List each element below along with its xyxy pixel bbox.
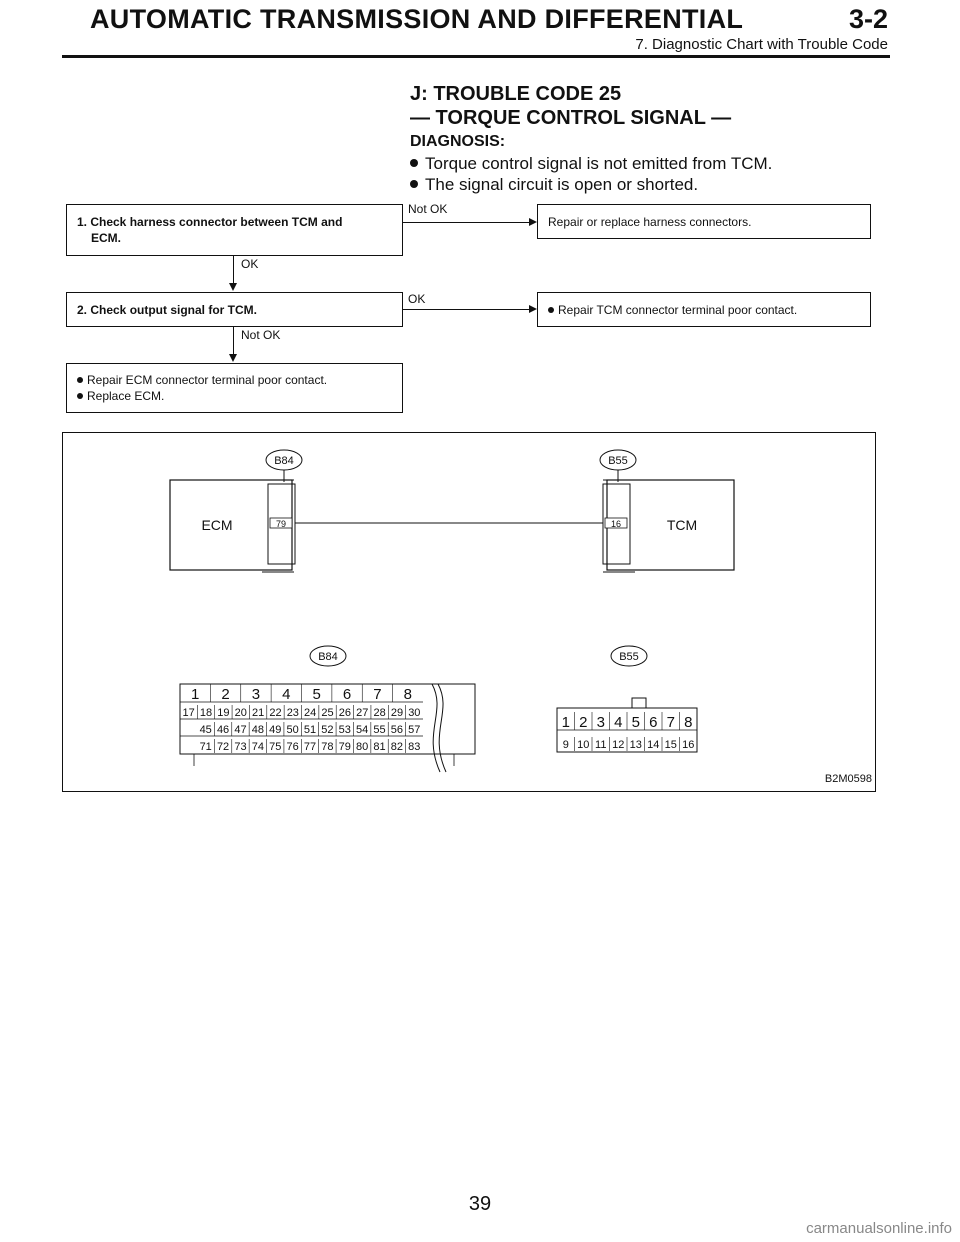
- pin-label: 72: [216, 741, 230, 753]
- header-title: AUTOMATIC TRANSMISSION AND DIFFERENTIAL: [90, 4, 744, 34]
- step2-yes-action-box: [537, 292, 871, 327]
- step1-no-action-box: [537, 204, 871, 239]
- step1-line1: 1. Check harness connector between TCM and: [77, 215, 343, 229]
- pin-label: 12: [612, 739, 625, 751]
- pin-label: 26: [338, 707, 352, 719]
- bullet-dot: [548, 307, 554, 313]
- arrow-down-icon: [229, 283, 237, 291]
- step1-yes-connector: [233, 256, 234, 283]
- step2-yes-action-text: Repair TCM connector terminal poor contact.: [558, 303, 798, 317]
- b84-pin-grid: [183, 684, 421, 753]
- pin-label: 57: [408, 724, 421, 736]
- pin-label: 79: [338, 741, 351, 753]
- bullet-dot: [410, 159, 418, 167]
- step1-no-action-text: Repair or replace harness connectors.: [548, 215, 752, 229]
- pin-label: 4: [282, 686, 291, 703]
- pin-label: 75: [269, 741, 282, 753]
- pin-label: 20: [234, 707, 247, 719]
- connector-b55-bottom-text: B55: [619, 651, 639, 663]
- pin-label: 5: [312, 686, 321, 703]
- pin-label: 8: [684, 714, 693, 731]
- bullet-dot: [410, 180, 418, 188]
- pin-label: 54: [356, 724, 369, 736]
- pin-label: 23: [286, 707, 299, 719]
- arrow-right-icon: [529, 305, 537, 313]
- pin-label: 77: [303, 741, 317, 753]
- diagnosis-bullet-text: The signal circuit is open or shorted.: [425, 175, 699, 194]
- pin-label: 45: [199, 724, 212, 736]
- pin-label: 50: [286, 724, 299, 736]
- header-subtitle: 7. Diagnostic Chart with Trouble Code: [635, 36, 888, 53]
- pin-label: 47: [234, 724, 247, 736]
- b55-pin-grid: [562, 712, 695, 751]
- pin-label: 18: [199, 707, 213, 719]
- step2-box: [66, 292, 403, 327]
- step1-box: [66, 204, 403, 256]
- pin-label: 56: [390, 724, 404, 736]
- pin-label: 19: [217, 707, 230, 719]
- step2-no-label: Not OK: [241, 328, 281, 342]
- section-title-line2: — TORQUE CONTROL SIGNAL —: [410, 107, 732, 129]
- pin-label: 52: [321, 724, 334, 736]
- pin-label: 7: [373, 686, 382, 703]
- pin-label: 76: [286, 741, 299, 753]
- pin-label: 24: [304, 707, 317, 719]
- diagnosis-bullet-1: [410, 153, 772, 174]
- header-section-number: 3-2: [848, 4, 888, 34]
- connector-label-b84-top: [266, 450, 302, 482]
- connector-b84-bottom-text: B84: [318, 651, 338, 663]
- pin-label: 15: [664, 739, 677, 751]
- final-action-text: Replace ECM.: [87, 389, 165, 403]
- pin-label: 30: [408, 707, 421, 719]
- pin-label: 73: [234, 741, 247, 753]
- pin-label: 83: [408, 741, 421, 753]
- final-action-box: [66, 363, 403, 413]
- pin-label: 3: [251, 686, 261, 703]
- pin-label: 48: [251, 724, 264, 736]
- pin-label: 2: [221, 686, 230, 703]
- final-action-2: [77, 388, 392, 404]
- step2-yes-label: OK: [408, 292, 426, 306]
- pin-label: 28: [373, 707, 386, 719]
- tcm-pin-label: 16: [610, 519, 622, 529]
- arrow-right-icon: [529, 218, 537, 226]
- pin-label: 2: [579, 714, 588, 731]
- pin-label: 6: [342, 686, 352, 703]
- bullet-dot: [77, 393, 83, 399]
- b55-connector-face: [557, 698, 697, 752]
- pin-label: 25: [321, 707, 334, 719]
- watermark: carmanualsonline.info: [806, 1220, 952, 1237]
- section-title: [410, 82, 731, 130]
- b84-connector-face: [180, 684, 475, 772]
- diagnosis-bullet-2: [410, 174, 698, 195]
- connector-label-b55-bottom: [611, 646, 647, 666]
- wiring-diagram: [62, 432, 876, 792]
- pin-label: 6: [649, 714, 658, 731]
- connector-label-b84-bottom: [310, 646, 346, 666]
- pin-label: 81: [373, 741, 386, 753]
- pin-label: 80: [356, 741, 369, 753]
- ecm-label: ECM: [201, 517, 233, 533]
- pin-label: 29: [390, 707, 404, 719]
- pin-label: 74: [251, 741, 264, 753]
- page-number: 39: [468, 1193, 492, 1215]
- pin-label: 22: [269, 707, 282, 719]
- pin-label: 4: [614, 714, 623, 731]
- step1-line2: ECM.: [91, 231, 121, 245]
- diagnosis-label: DIAGNOSIS:: [410, 133, 506, 150]
- pin-label: 11: [595, 739, 607, 751]
- final-action-1: [77, 372, 392, 388]
- diagnosis-bullet-text: Torque control signal is not emitted from TCM.: [425, 154, 773, 173]
- tcm-label: TCM: [666, 517, 698, 533]
- pin-label: 82: [390, 741, 404, 753]
- step1-no-connector: [403, 222, 529, 223]
- pin-label: 16: [682, 739, 695, 751]
- pin-label: 1: [561, 714, 570, 731]
- step2-yes-connector: [403, 309, 529, 310]
- step2-text: 2. Check output signal for TCM.: [77, 303, 258, 317]
- connector-b55-text: B55: [608, 455, 628, 467]
- ecm-pin-label: 79: [275, 519, 287, 529]
- step1-yes-label: OK: [241, 257, 259, 271]
- pin-label: 13: [629, 739, 642, 751]
- pin-label: 9: [562, 739, 569, 751]
- arrow-down-icon: [229, 354, 237, 362]
- pin-label: 49: [269, 724, 282, 736]
- header-rule: [62, 55, 890, 58]
- bullet-dot: [77, 377, 83, 383]
- pin-label: 55: [373, 724, 386, 736]
- pin-label: 5: [631, 714, 640, 731]
- step1-no-label: Not OK: [408, 202, 448, 216]
- pin-label: 53: [338, 724, 351, 736]
- section-title-line1: J: TROUBLE CODE 25: [410, 83, 622, 105]
- final-action-text: Repair ECM connector terminal poor contact.: [87, 373, 328, 387]
- pin-label: 27: [356, 707, 369, 719]
- pin-label: 10: [577, 739, 590, 751]
- pin-label: 1: [191, 686, 200, 703]
- pin-label: 78: [321, 741, 334, 753]
- pin-label: 17: [182, 707, 195, 719]
- pin-label: 14: [647, 739, 660, 751]
- pin-label: 3: [596, 714, 605, 731]
- figure-code: B2M0598: [824, 773, 872, 785]
- step2-no-connector: [233, 327, 234, 354]
- pin-label: 51: [303, 724, 317, 736]
- connector-b84-text: B84: [274, 455, 294, 467]
- pin-label: 8: [403, 686, 412, 703]
- pin-label: 46: [216, 724, 230, 736]
- pin-label: 71: [199, 741, 212, 753]
- pin-label: 21: [251, 707, 265, 719]
- connector-label-b55-top: [600, 450, 636, 482]
- pin-label: 7: [666, 714, 675, 731]
